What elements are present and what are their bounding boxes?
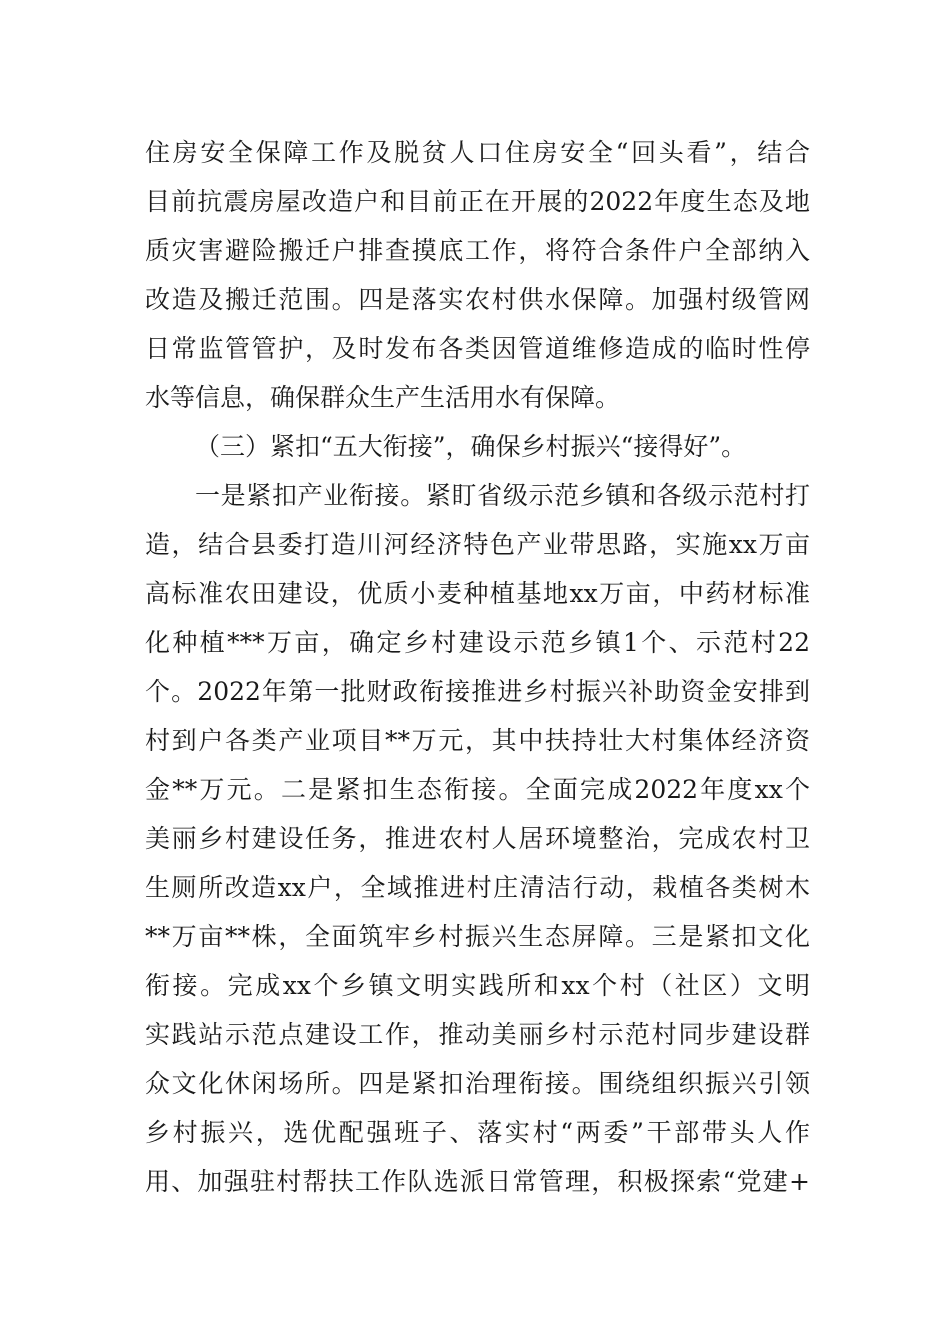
text-line: 乡村振兴，选优配强班子、落实村“两委”干部带头人作 [145, 1118, 810, 1147]
text-line: 金**万元。二是紧扣生态衔接。全面完成2022年度xx个 [145, 775, 810, 804]
text-line: 化种植***万亩，确定乡村建设示范乡镇1个、示范村22 [145, 628, 810, 657]
text-line: 日常监管管护，及时发布各类因管道维修造成的临时性停 [145, 334, 810, 363]
text-line: 衔接。完成xx个乡镇文明实践所和xx个村（社区）文明 [145, 971, 810, 1000]
text-line: 住房安全保障工作及脱贫人口住房安全“回头看”，结合 [145, 138, 810, 167]
text-line: 质灾害避险搬迁户排查摸底工作，将符合条件户全部纳入 [145, 236, 810, 265]
text-line: 造，结合县委打造川河经济特色产业带思路，实施xx万亩 [145, 530, 810, 559]
text-line: 目前抗震房屋改造户和目前正在开展的2022年度生态及地 [145, 187, 810, 216]
text-line: 村到户各类产业项目**万元，其中扶持壮大村集体经济资 [145, 726, 810, 755]
text-line: 水等信息，确保群众生产生活用水有保障。 [145, 383, 621, 412]
section-heading: （三）紧扣“五大衔接”，确保乡村振兴“接得好”。 [195, 432, 747, 461]
text-line: **万亩**株，全面筑牢乡村振兴生态屏障。三是紧扣文化 [145, 922, 810, 951]
text-line: 改造及搬迁范围。四是落实农村供水保障。加强村级管网 [145, 285, 810, 314]
text-line: 用、加强驻村帮扶工作队选派日常管理，积极探索“党建+ [145, 1167, 810, 1196]
body-text [145, 128, 810, 1206]
text-line: 众文化休闲场所。四是紧扣治理衔接。围绕组织振兴引领 [145, 1069, 810, 1098]
text-line: 生厕所改造xx户，全域推进村庄清洁行动，栽植各类树木 [145, 873, 810, 902]
text-line: 高标准农田建设，优质小麦种植基地xx万亩，中药材标准 [145, 579, 810, 608]
text-line: 美丽乡村建设任务，推进农村人居环境整治，完成农村卫 [145, 824, 810, 853]
text-line: 实践站示范点建设工作，推动美丽乡村示范村同步建设群 [145, 1020, 810, 1049]
text-line: 一是紧扣产业衔接。紧盯省级示范乡镇和各级示范村打 [195, 481, 810, 510]
text-line: 个。2022年第一批财政衔接推进乡村振兴补助资金安排到 [145, 677, 810, 706]
